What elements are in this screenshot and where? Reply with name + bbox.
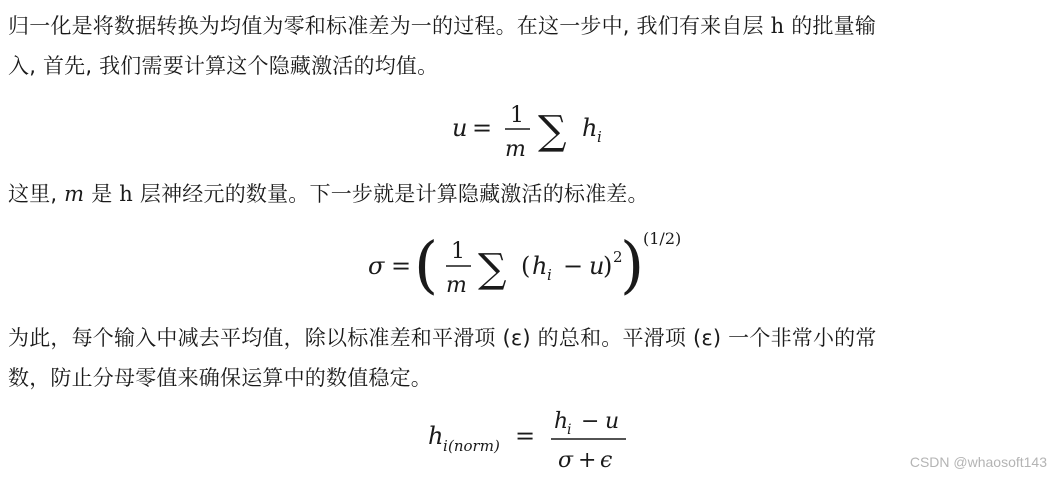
eq-equals: =	[391, 252, 412, 280]
text-run: 这里,	[8, 182, 58, 206]
eq-exponent: (1/2)	[643, 229, 682, 248]
eq-den-plus: +	[578, 448, 597, 473]
eq-square: 2	[613, 248, 623, 266]
equation-normalize	[0, 398, 1059, 488]
eq-subscript-i: i	[443, 437, 448, 455]
equation-std	[0, 218, 1059, 308]
watermark: CSDN @whaosoft143	[909, 454, 1047, 470]
eq-den-epsilon: ϵ	[600, 448, 613, 473]
eq-den-sigma: σ	[558, 448, 574, 473]
eq-denominator: m	[505, 137, 526, 162]
eq-equals: =	[515, 422, 536, 450]
eq-lhs: σ	[368, 252, 385, 280]
paragraph-line: 为此，每个输入中减去平均值，除以标准差和平滑项 (ε) 的总和。平滑项 (ε) 一个非常小的常	[8, 326, 877, 350]
text-run: 的批量输	[791, 14, 877, 38]
paragraph-line	[8, 174, 1053, 214]
math-symbol-h: h	[119, 182, 134, 206]
big-close-paren: )	[620, 228, 645, 301]
eq-minus: −	[563, 252, 584, 280]
math-symbol-h: h	[770, 14, 785, 38]
paragraph-line: 数，防止分母零值来确保运算中的数值稳定。	[8, 366, 432, 390]
eq-term: h	[582, 114, 598, 142]
paragraph-normalize	[8, 318, 1053, 398]
eq-h: h	[532, 252, 548, 280]
summation-symbol: ∑	[538, 108, 567, 154]
eq-subscript: i	[597, 128, 602, 146]
text-run: 归一化是将数据转换为均值为零和标准差为一的过程。在这一步中, 我们有来自层	[8, 14, 764, 38]
eq-numerator: 1	[451, 239, 465, 264]
eq-subscript-norm: (norm)	[448, 437, 500, 455]
eq-u: u	[589, 252, 605, 280]
text-run: 是	[91, 182, 113, 206]
eq-num-h: h	[554, 409, 569, 434]
eq-denominator: m	[446, 273, 467, 298]
big-open-paren: (	[414, 228, 439, 301]
eq-lhs: u	[452, 114, 468, 142]
eq-h: h	[428, 422, 444, 450]
eq-paren-close: )	[603, 252, 613, 280]
text-run: 层神经元的数量。下一步就是计算隐藏激活的标准差。	[139, 182, 649, 206]
eq-num-u: u	[605, 409, 620, 434]
math-symbol-m: m	[64, 182, 85, 206]
eq-equals: =	[472, 114, 493, 142]
summation-symbol: ∑	[478, 246, 507, 292]
eq-paren-open: (	[521, 252, 531, 280]
paragraph-line: 入, 首先, 我们需要计算这个隐藏激活的均值。	[8, 54, 439, 78]
paragraph-neurons	[8, 174, 1053, 214]
eq-numerator: 1	[510, 103, 524, 128]
paragraph-intro	[8, 6, 1053, 86]
paragraph-line	[8, 6, 1053, 46]
eq-subscript: i	[547, 266, 552, 284]
eq-num-minus: −	[581, 409, 600, 434]
equation-mean	[0, 88, 1059, 178]
eq-num-subscript: i	[567, 422, 572, 438]
